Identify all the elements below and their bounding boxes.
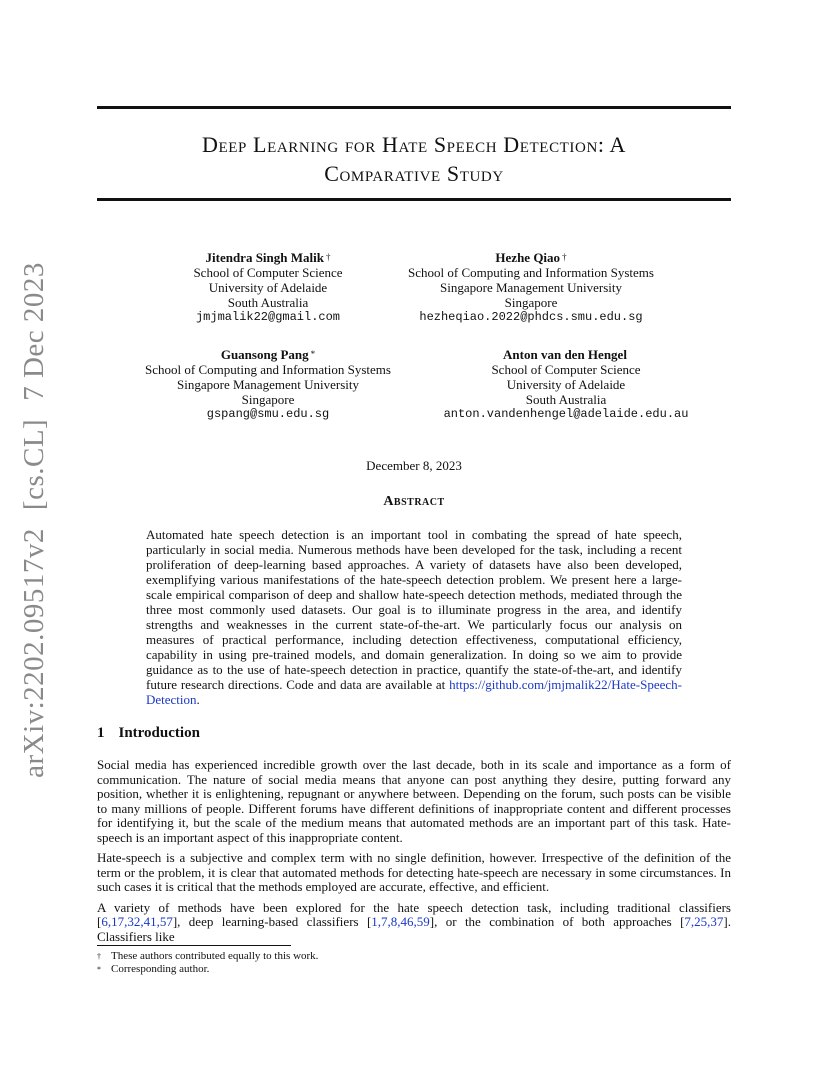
abstract-end: . bbox=[196, 692, 200, 707]
paper-title bbox=[97, 130, 731, 188]
title-line-1: Deep Learning for Hate Speech Detection: A bbox=[202, 132, 626, 157]
paragraph-text: ]. Classifiers like bbox=[97, 914, 732, 944]
abstract-text bbox=[146, 527, 682, 707]
author-affiliation: Singapore Management University bbox=[177, 377, 359, 392]
author-mark: * bbox=[310, 349, 316, 359]
abstract-body: Automated hate speech detection is an important tool in combating the spread of hate speech, particularly in social media. Numerous methods have been developed for the task, including a recent proliferation of deep-learning based approaches. A variety of datasets have also been developed, exemplifying various manifestations of the hate-speech detection problem. We present here a large-scale empirical comparison of deep and shallow hate-speech detection methods, mediated through the three most commonly used datasets. Our goal is to illuminate progress in the area, and identify strengths and weaknesses in the current state-of-the-art. We particularly focus our analysis on measures of practical performance, including detection effectiveness, computational efficiency, capability in using pre-trained models, and domain generalization. In doing so we aim to provide guidance as to the use of hate-speech detection in practice, quantify the state-of-the-art, and identify future research directions. Code and data are available at bbox=[146, 527, 682, 692]
paragraph-text: A variety of methods have been explored for the hate speech detection task, including traditional classifiers [ bbox=[97, 899, 731, 929]
title-line-2: Comparative Study bbox=[324, 161, 504, 186]
author-block-2 bbox=[396, 250, 666, 325]
title-bottom-rule bbox=[97, 198, 731, 201]
author-name: Guansong Pang bbox=[220, 347, 309, 362]
author-email[interactable]: anton.vandenhengel@adelaide.edu.au bbox=[443, 407, 689, 421]
paragraph: Social media has experienced incredible growth over the last decade, both in its scale and importance as a form of communication. The nature of social media means that anyone can post anything they desire, putting forward any position, whether it is enlightening, repugnant or anywhere between. Depending on the forum, such posts can be visible to many millions of people. Different forums have different definitions of inappropriate content and different processes for identifying it, but the scale of the medium means that automated methods are an important part of this task. Hate-speech is an important aspect of this inappropriate content. bbox=[97, 757, 731, 845]
section-body bbox=[97, 758, 731, 950]
author-affiliation: School of Computer Science bbox=[491, 362, 641, 377]
author-affiliation: School of Computing and Information Systems bbox=[408, 265, 654, 280]
arxiv-stamp bbox=[14, 262, 54, 778]
author-affiliation: South Australia bbox=[525, 392, 607, 407]
citation-link[interactable]: 7,25,37 bbox=[684, 914, 724, 929]
author-name: Anton van den Hengel bbox=[503, 347, 627, 362]
author-name: Hezhe Qiao bbox=[495, 250, 561, 265]
author-mark: † bbox=[325, 252, 331, 262]
footnote-text: Corresponding author. bbox=[111, 963, 210, 975]
author-affiliation: School of Computing and Information Systems bbox=[145, 362, 391, 377]
abstract-heading: Abstract bbox=[383, 494, 445, 509]
author-block-4 bbox=[428, 347, 704, 422]
author-email[interactable]: jmjmalik22@gmail.com bbox=[195, 310, 341, 324]
author-affiliation: School of Computer Science bbox=[193, 265, 343, 280]
author-name: Jitendra Singh Malik bbox=[205, 250, 324, 265]
paragraph bbox=[97, 901, 731, 945]
footnote bbox=[97, 950, 318, 963]
paper-date: December 8, 2023 bbox=[366, 458, 462, 473]
author-affiliation: Singapore bbox=[241, 392, 295, 407]
title-top-rule bbox=[97, 106, 731, 109]
citation-link[interactable]: 6,17,32,41,57 bbox=[101, 914, 173, 929]
section-number: 1 bbox=[97, 725, 105, 741]
author-affiliation: Singapore bbox=[504, 295, 558, 310]
author-block-3 bbox=[130, 347, 406, 422]
author-affiliation: University of Adelaide bbox=[208, 280, 328, 295]
author-email[interactable]: hezheqiao.2022@phdcs.smu.edu.sg bbox=[419, 310, 643, 324]
paragraph-text: ], deep learning-based classifiers [ bbox=[172, 914, 372, 929]
footnote-mark: † bbox=[97, 952, 101, 961]
arxiv-id[interactable]: arXiv:2202.09517v2 bbox=[17, 528, 50, 778]
footnote-mark: * bbox=[97, 965, 101, 974]
footnotes bbox=[97, 950, 318, 976]
arxiv-date: 7 Dec 2023 bbox=[17, 262, 50, 401]
citation-link[interactable]: 1,7,8,46,59 bbox=[371, 914, 430, 929]
code-link[interactable]: https://github.com/jmjmalik22/Hate-Speech-Detection bbox=[146, 677, 682, 707]
section-title: Introduction bbox=[118, 725, 200, 741]
author-block-1 bbox=[140, 250, 396, 325]
author-email[interactable]: gspang@smu.edu.sg bbox=[206, 407, 330, 421]
author-affiliation: University of Adelaide bbox=[506, 377, 626, 392]
footnote-rule bbox=[97, 945, 291, 946]
section-heading bbox=[97, 725, 200, 742]
paragraph-text: ], or the combination of both approaches [ bbox=[429, 914, 685, 929]
author-mark: † bbox=[562, 252, 567, 262]
footnote bbox=[97, 963, 318, 976]
footnote-text: These authors contributed equally to this work. bbox=[111, 950, 319, 962]
author-affiliation: Singapore Management University bbox=[440, 280, 622, 295]
arxiv-category: [cs.CL] bbox=[17, 418, 50, 511]
author-affiliation: South Australia bbox=[227, 295, 309, 310]
paragraph: Hate-speech is a subjective and complex term with no single definition, however. Irrespective of the definition of the term or the problem, it is clear that automated methods for detecting hate-speech are necessary in some circumstances. In such cases it is critical that the methods employed are accurate, effective, and efficient. bbox=[97, 850, 731, 894]
